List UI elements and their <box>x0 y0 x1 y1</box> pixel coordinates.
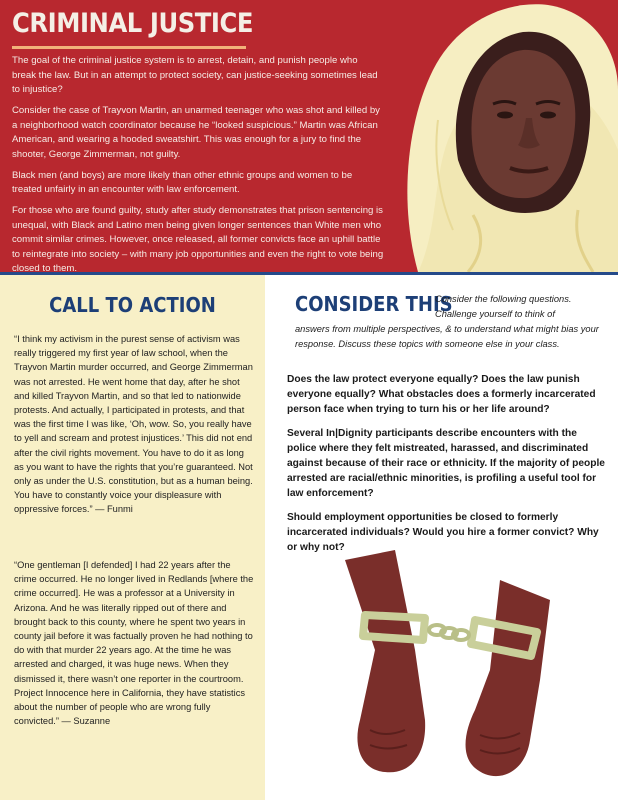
consider-this-panel <box>265 275 618 800</box>
intro-paragraph: Black men (and boys) are more likely than other ethnic groups and women to be treated unfairly in an encounter with law enforcement. <box>12 169 353 195</box>
intro-text <box>12 54 384 272</box>
call-to-action-title: CALL TO ACTION <box>49 293 216 317</box>
intro-paragraph: The goal of the criminal justice system is to arrest, detain, and punish people who break the law. But in an attempt to protect society, can justice-seeking sometimes lead to injustice? <box>12 55 378 95</box>
handcuffed-hands-illustration <box>325 540 575 800</box>
quote-suzanne: “One gentleman [I defended] I had 22 years after the crime occurred. He no longer lived in Redlands [where the crime occurred]. He was a professor at a University in Arizona. And he was literally ripped out of there and brought back to this county, where he spent two years in county jail before it was factually proven he had nothing to do with that murder 22 years ago. At the time he was arrested and charged, it was huge news. When they dismissed it, there wasn’t one reporter in the courtroom. Project Innocence here in California, they have statistics about the number of people who are wrong fully convicted.” — Suzanne <box>14 560 254 727</box>
question-item: Should employment opportunities be closed to formerly incarcerated individuals? Would you hire a former convict? Why or why not? <box>287 512 599 553</box>
hooded-figure-illustration <box>378 0 618 272</box>
page-title: CRIMINAL JUSTICE <box>12 8 254 39</box>
title-underline <box>12 46 246 49</box>
header-section <box>0 0 618 272</box>
consider-this-title: CONSIDER THIS <box>295 292 453 316</box>
consider-intro-line: Consider the following questions. Challenge yourself to think of <box>435 294 572 319</box>
intro-paragraph: Consider the case of Trayvon Martin, an unarmed teenager who was shot and killed by a neighborhood watch coordinator because he “looked suspicious.” Martin was African American, and wearing a hooded sweatshirt. This was enough for a jury to find the shooter, George Zimmerman, not guilty. <box>12 105 380 160</box>
call-to-action-panel <box>0 275 265 800</box>
intro-paragraph: For those who are found guilty, study after study demonstrates that prison sentencing is unequal, with Black and Latino men being given longer sentences than White men who commit similar crimes. However, once released, all former convicts face an uphill battle to reintegrate into society – with many job opportunities and even the right to vote being closed to them. <box>12 205 384 272</box>
question-item: Does the law protect everyone equally? Does the law punish everyone equally? What obstacles does a formerly incarcerated person face when trying to turn his or her life around? <box>287 374 596 415</box>
question-list <box>287 372 609 564</box>
question-item: Several In|Dignity participants describe encounters with the police where they felt mistreated, harassed, and discriminated against because of their race or ethnicity. If the majority of people arrested are racial/ethnic minorities, is profiling a useful tool for law enforcement? <box>287 428 605 499</box>
consider-intro-continued: answers from multiple perspectives, & to understand what might bias your response. Discuss these topics with someone else in your class. <box>295 324 599 349</box>
quote-funmi: “I think my activism in the purest sense of activism was really triggered my first year of law school, when the Trayvon Martin murder occurred, and George Zimmerman was not arrested. He went home that day, after he shot and killed Trayvon Martin, and so that led to nationwide protests. And actually, I participated in protests, and that was the first time I was like, ‘Oh, wow. So, you really have to yell and scream and protest injustices.’ This did not end after the civil rights movement. You have to do it as long as you want to have the rights that you’re guaranteed. Not only as under the U.S. constitution, but as a human being. You have to constantly voice your displeasure with oppressive forces.” — Funmi <box>14 334 253 515</box>
